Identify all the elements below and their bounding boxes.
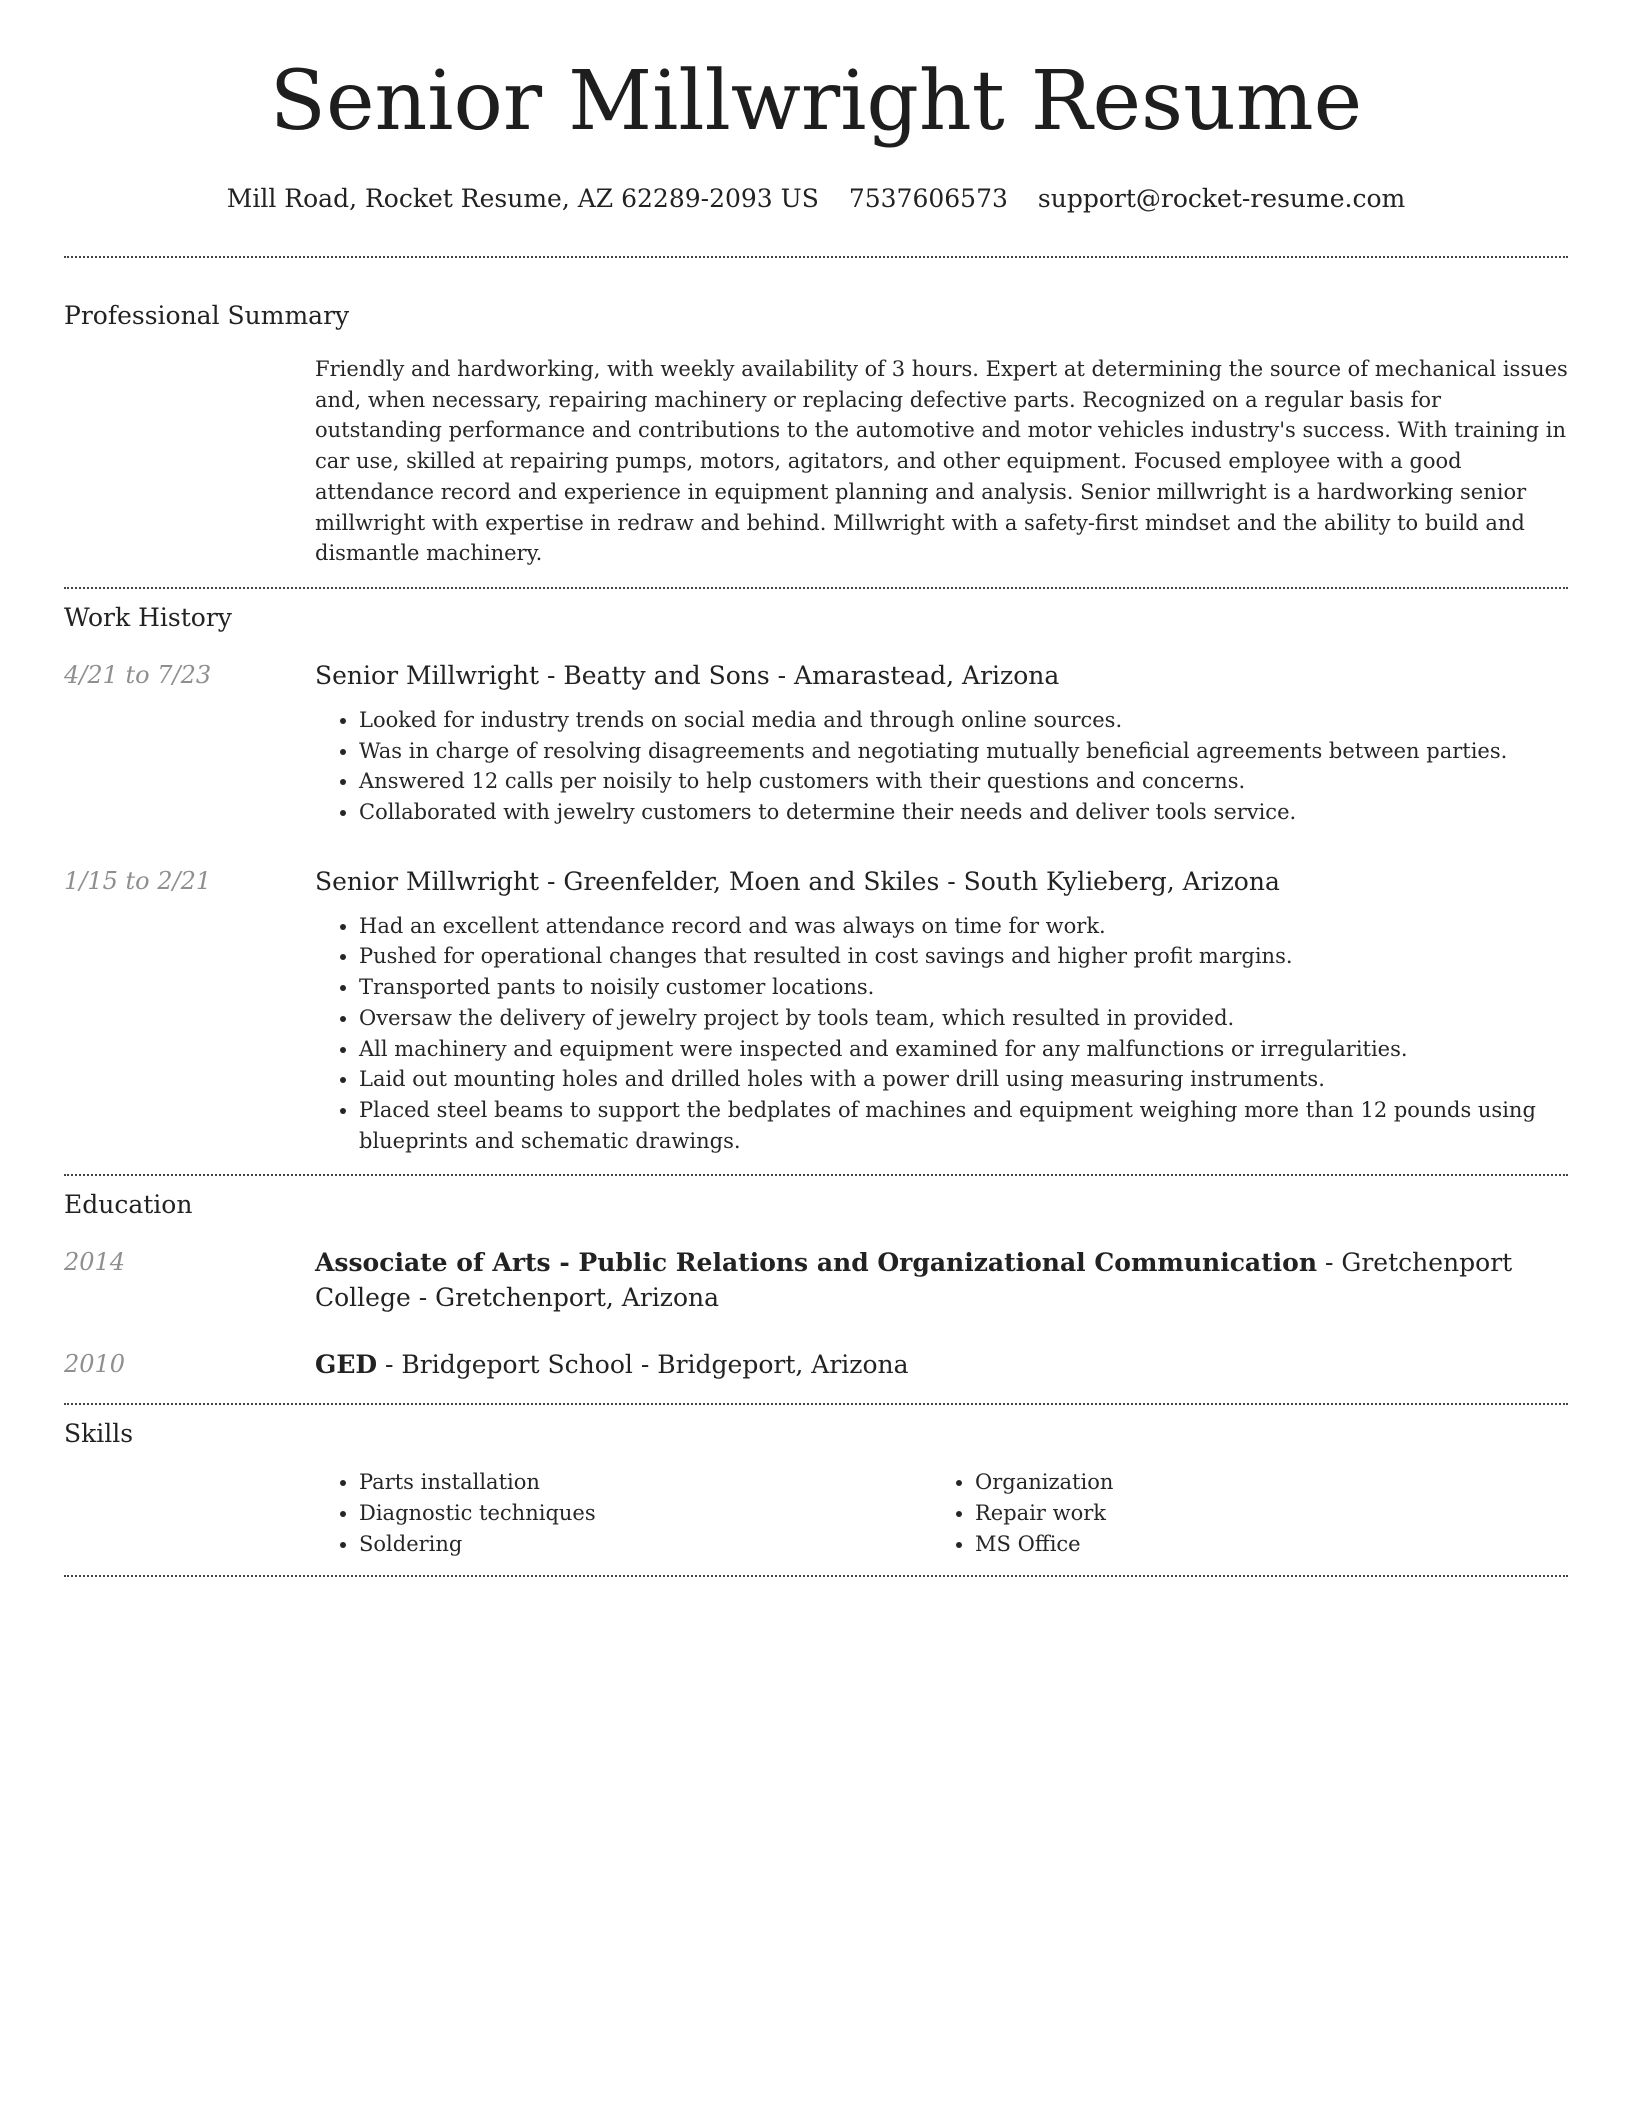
education-entry-heading: [315, 1245, 1568, 1315]
education-entry: [64, 1347, 1568, 1382]
education-entry-year: 2010: [64, 1350, 126, 1379]
skills-column-left: [315, 1467, 931, 1559]
list-item: • Transported pants to noisily customer locations.: [359, 972, 1568, 1003]
list-item: • Soldering: [359, 1529, 931, 1560]
divider-skills: [64, 1575, 1568, 1577]
divider-header: [64, 256, 1568, 258]
list-item: • Parts installation: [359, 1467, 931, 1498]
education-entry-body: [315, 1245, 1568, 1315]
education-institution: - Bridgeport School - Bridgeport, Arizona: [377, 1350, 909, 1380]
contact-address: Mill Road, Rocket Resume, AZ 62289-2093 US: [226, 184, 819, 213]
education-institution: - Gretchenport College - Gretchenport, Arizona: [315, 1248, 1513, 1313]
work-entry: [64, 658, 1568, 828]
work-entry: [64, 864, 1568, 1157]
list-item: • Organization: [975, 1467, 1535, 1498]
list-item: • Pushed for operational changes that resulted in cost savings and higher profit margins.: [359, 941, 1568, 972]
work-entry-heading: Senior Millwright - Greenfelder, Moen and Skiles - South Kylieberg, Arizona: [315, 866, 1280, 896]
divider-summary: [64, 587, 1568, 589]
skills-column-right: [931, 1467, 1535, 1559]
list-item: • All machinery and equipment were inspected and examined for any malfunctions or irregularities.: [359, 1034, 1568, 1065]
divider-education: [64, 1403, 1568, 1405]
resume-title: Senior Millwright Resume: [269, 54, 1363, 149]
work-entry-body: [315, 864, 1568, 1157]
work-entry-bullets: [315, 911, 1568, 1157]
contact-email: support@rocket-resume.com: [1037, 184, 1406, 213]
section-heading-education: Education: [64, 1190, 193, 1220]
section-heading-skills: Skills: [64, 1419, 134, 1449]
section-heading-summary: Professional Summary: [64, 301, 350, 330]
list-item: • Laid out mounting holes and drilled holes with a power drill using measuring instruments.: [359, 1064, 1568, 1095]
list-item: • Looked for industry trends on social media and through online sources.: [359, 705, 1568, 736]
list-item: • Placed steel beams to support the bedplates of machines and equipment weighing more than 12 pounds using blueprints and schematic drawings.: [359, 1095, 1568, 1156]
contact-phone: 7537606573: [848, 184, 1008, 213]
skills-list: [315, 1467, 1568, 1559]
list-item: • Had an excellent attendance record and was always on time for work.: [359, 911, 1568, 942]
education-entry-body: [315, 1347, 1568, 1382]
work-entry-dates: 4/21 to 7/23: [64, 660, 212, 689]
list-item: • Diagnostic techniques: [359, 1498, 931, 1529]
summary-text: Friendly and hardworking, with weekly availability of 3 hours. Expert at determining the source of mechanical issues and, when necessary, repairing machinery or replacing defective parts. Recognized on a regular basis for outstanding performance and contributions to the automotive and motor vehicles industry's success. With training in car use, skilled at repairing pumps, motors, agitators, and other equipment. Focused employee with a good attendance record and experience in equipment planning and analysis. Senior millwright is a hardworking senior millwright with expertise in redraw and behind. Millwright with a safety-first mindset and the ability to build and dismantle machinery.: [315, 357, 1568, 566]
section-heading-work: Work History: [64, 602, 232, 632]
education-entry-year: 2014: [64, 1248, 126, 1277]
education-entry: [64, 1245, 1568, 1315]
work-entry-bullets: [315, 705, 1568, 828]
list-item: • MS Office: [975, 1529, 1535, 1560]
resume-page: [64, 0, 1568, 1577]
list-item: • Repair work: [975, 1498, 1535, 1529]
list-item: • Was in charge of resolving disagreements and negotiating mutually beneficial agreements between parties.: [359, 736, 1568, 767]
education-degree: GED: [315, 1350, 378, 1380]
education-entry-heading: [315, 1347, 1568, 1382]
contact-line: [64, 182, 1568, 216]
divider-work: [64, 1174, 1568, 1176]
list-item: • Oversaw the delivery of jewelry project by tools team, which resulted in provided.: [359, 1003, 1568, 1034]
work-entry-heading: Senior Millwright - Beatty and Sons - Amarastead, Arizona: [315, 660, 1060, 690]
list-item: • Collaborated with jewelry customers to determine their needs and deliver tools service.: [359, 797, 1568, 828]
education-degree: Associate of Arts - Public Relations and Organizational Communication: [315, 1248, 1318, 1278]
work-entry-body: [315, 658, 1568, 828]
work-entry-dates: 1/15 to 2/21: [64, 866, 212, 895]
list-item: • Answered 12 calls per noisily to help customers with their questions and concerns.: [359, 766, 1568, 797]
